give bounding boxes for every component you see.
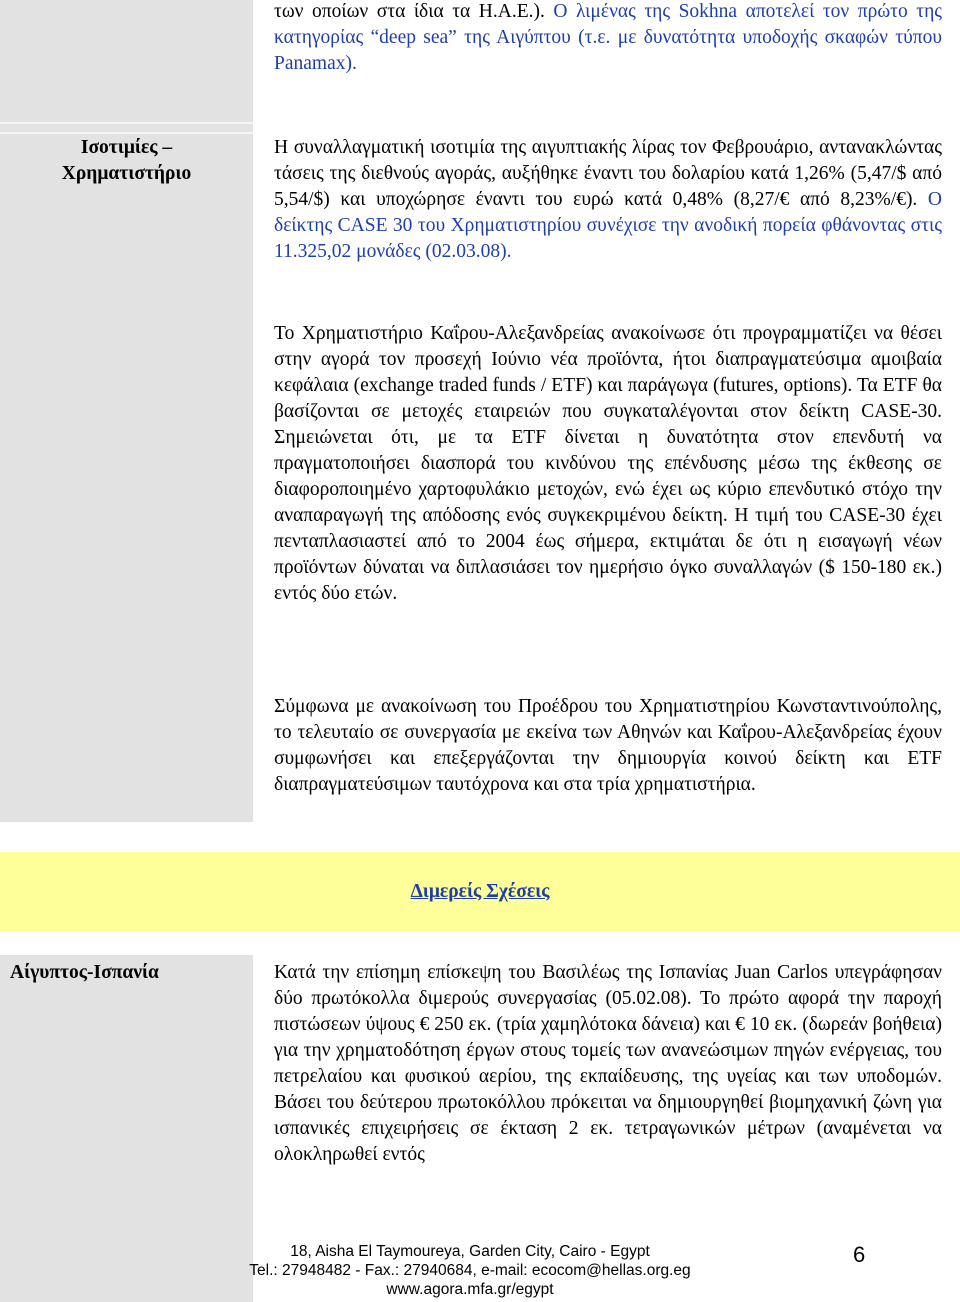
exchange-section-label [0, 135, 253, 187]
top-paragraph [274, 0, 942, 77]
sidebar-divider [0, 122, 253, 124]
footer-contact: Tel.: 27948482 - Fax.: 27940684, e-mail: ecocom@hellas.org.eg [249, 1262, 691, 1279]
spain-paragraph: Κατά την επίσημη επίσκεψη του Βασιλέως της Ισπανίας Juan Carlos υπεγράφησαν δύο πρωτόκολλα διμερούς συνεργασίας (05.02.08). Το πρώτο αφορά την παροχή πιστώσεων ύψους € 250 εκ. (τρία χαμηλότοκα δάνεια) και € 10 εκ. (δωρεάν βοήθεια) για την χρηματοδότηση έργων στους τομείς των ανανεώσιμων πηγών ενέργειας, του πετρελαίου και φυσικού αερίου, της εκπαίδευσης, της υγείας και των υποδομών. Βάσει του δεύτερου πρωτοκόλλου πρόκειται να δημιουργηθεί βιομηχανική ζώνη για ισπανικές επιχειρήσεις σε έκταση 2 εκ. τετραγωνικών μέτρων (αναμένεται να ολοκληρωθεί εντός [274, 962, 942, 1165]
exchange-paragraph-1-part2: Ο δείκτης CASE 30 του Χρηματιστηρίου συνέχισε την ανοδική πορεία φθάνοντας στις 11.325,02 μονάδες (02.03.08). [274, 189, 942, 262]
exchange-label-line1: Ισοτιμίες – [80, 137, 173, 158]
sidebar-divider [0, 132, 253, 134]
top-paragraph-part2: Ο λιμένας της Sokhna αποτελεί τον πρώτο της κατηγορίας “deep sea” της Αιγύπτου (τ.ε. με δυνατότητα υποδοχής σκαφών τύπου Panamax). [274, 1, 942, 74]
bilateral-title: Διμερείς Σχέσεις [410, 881, 550, 902]
exchange-paragraph-1 [274, 135, 942, 265]
footer-website[interactable]: www.agora.mfa.gr/egypt [386, 1281, 554, 1298]
page-number: 6 [853, 1242, 866, 1267]
exchange-paragraph-3: Σύμφωνα με ανακοίνωση του Προέδρου του Χρηματιστηρίου Κωνσταντινούπολης, το τελευταίο σε συνεργασία με εκείνα των Αθηνών και Καΐρου-Αλεξανδρείας έχουν συμφωνήσει και επεξεργάζονται την δημιουργία κοινού δείκτη και ETF διαπραγματεύσιμων ταυτόχρονα και στα τρία χρηματιστήρια. [274, 696, 942, 795]
exchange-paragraph-2: Το Χρηματιστήριο Καΐρου-Αλεξανδρείας ανακοίνωσε ότι προγραμματίζει να θέσει στην αγορά τον προσεχή Ιούνιο νέα προϊόντα, ήτοι διαπραγματεύσιμα αμοιβαία κεφάλαια (exchange traded funds / ETF) και παράγωγα (futures, options). Τα ETF θα βασίζονται σε μετοχές εταιρειών που συγκαταλέγονται στον δείκτη CASE-30. Σημειώνεται ότι, με τα ETF δίνεται η δυνατότητα στον επενδυτή να πραγματοποιήσει διασπορά του κινδύνου της επένδυσης μέσω της έκθεσης σε διαφοροποιημένο χαρτοφυλάκιο μετοχών, ενώ έχει ως κύριο επενδυτικό στόχο την αναπαραγωγή της απόδοσης ενός συγκεκριμένου δείκτη. Η τιμή του CASE-30 έχει πενταπλασιαστεί από το 2004 έως σήμερα, εκτιμάται δε ότι η εισαγωγή νέων προϊόντων δύναται να διπλασιάσει τον ημερήσιο όγκο συναλλαγών ($ 150-180 εκ.) εντός δύο ετών. [274, 323, 942, 604]
spain-section-label: Αίγυπτος-Ισπανία [10, 962, 159, 983]
footer-address: 18, Aisha El Taymoureya, Garden City, Cairo - Egypt [290, 1243, 650, 1260]
exchange-paragraph-1-part1: Η συναλλαγματική ισοτιμία της αιγυπτιακής λίρας τον Φεβρουάριο, αντανακλώντας τάσεις της διεθνούς αγοράς, αυξήθηκε έναντι του δολαρίου κατά 1,26% (5,47/$ από 5,54/$) και υποχώρησε έναντι του ευρώ κατά 0,48% (8,27/€ από 8,23%/€). [274, 137, 942, 210]
exchange-label-line2: Χρηματιστήριο [61, 163, 192, 184]
top-paragraph-part1: των οποίων στα ίδια τα Η.Α.Ε.). [274, 1, 545, 22]
